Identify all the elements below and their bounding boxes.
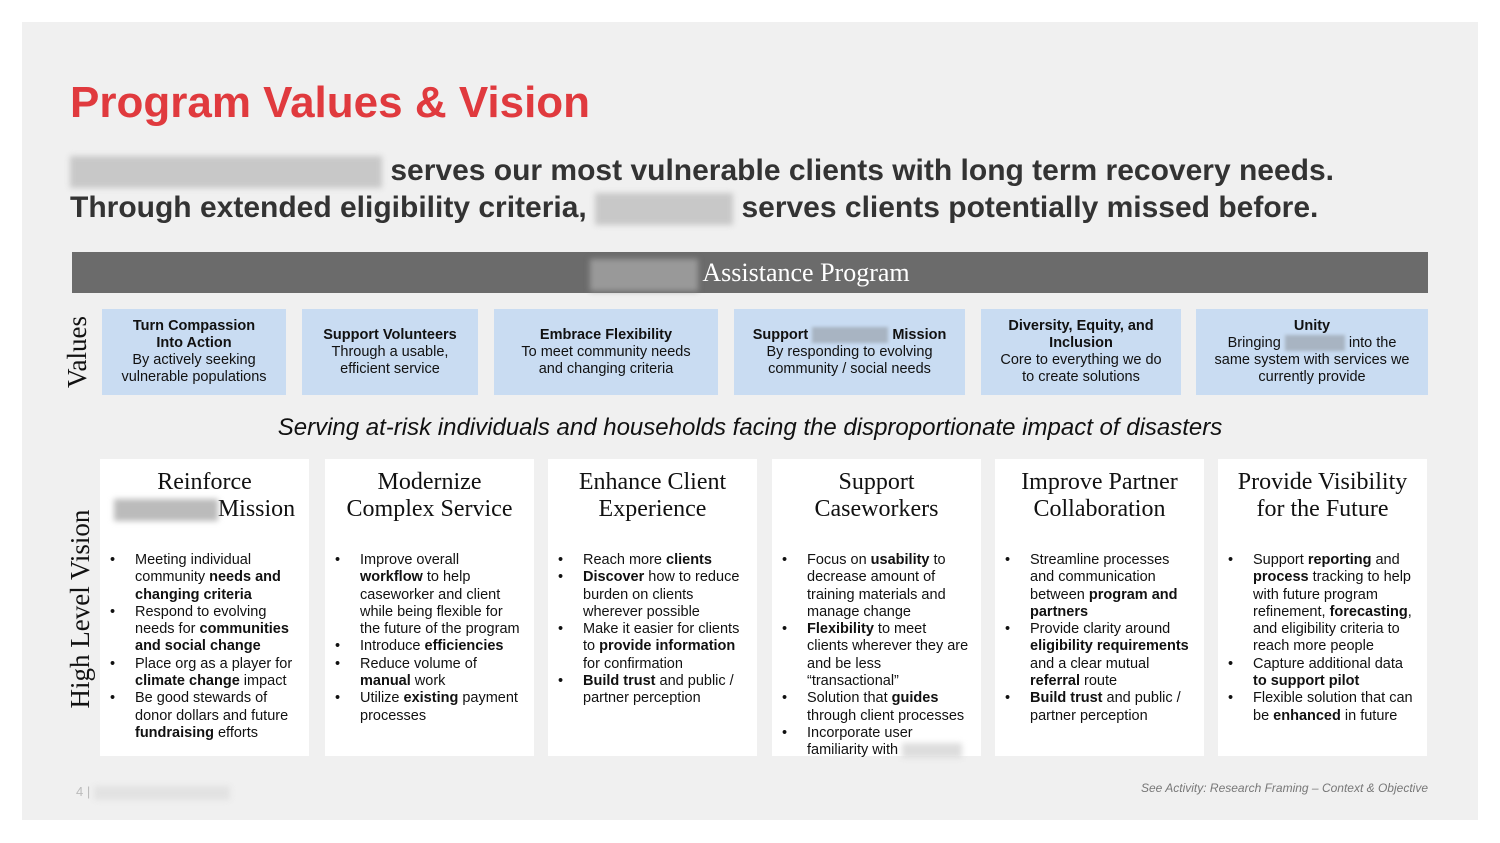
bullet-text: efforts — [213, 724, 259, 741]
value-title: Turn Compassion Into Action — [132, 318, 256, 351]
vision-label: High Level Vision — [65, 509, 95, 709]
value-title: Support Volunteers — [323, 326, 457, 343]
bullet-text: Utilize — [360, 690, 404, 707]
vision-title — [108, 469, 301, 523]
bullet-text: through client processes — [807, 707, 965, 724]
vision-bullet — [108, 604, 301, 656]
bullet-text: Build trust — [583, 673, 656, 690]
bullet-text: work — [410, 673, 446, 690]
bullet-text: Solution that — [807, 690, 892, 707]
bullet-text: enhanced — [1273, 707, 1341, 724]
vision-card — [1218, 459, 1427, 756]
vision-bullet — [333, 638, 526, 655]
bullet-text: to meet clients wherever they are and be less “transactional” — [807, 621, 969, 690]
value-desc: By actively seeking vulnerable populations — [121, 352, 267, 385]
vision-bullet — [333, 690, 526, 725]
bullet-text: Discover — [583, 569, 645, 586]
vision-bullets — [1003, 552, 1196, 725]
bullet-text: fundraising — [135, 724, 214, 741]
bullet-text: climate change — [135, 673, 240, 690]
bullet-text: Place org as a player for — [135, 655, 293, 672]
vision-bullet — [556, 569, 749, 621]
vision-bullet — [780, 725, 973, 760]
vision-title: Provide Visibility for the Future — [1237, 469, 1408, 522]
vision-bullet — [333, 552, 526, 638]
vision-card — [100, 459, 309, 756]
bullet-text: manual — [360, 673, 411, 690]
bullet-text: to support pilot — [1253, 673, 1360, 690]
bullet-text: reporting — [1307, 552, 1372, 568]
bullet-text: payment processes — [360, 690, 518, 724]
bullet-text: and public / partner perception — [583, 673, 734, 707]
bullet-text: Improve overall — [360, 552, 460, 568]
subtitle-text: Through extended eligibility criteria, — [70, 191, 587, 224]
vision-bullets — [780, 552, 973, 760]
value-title: Diversity, Equity, and Inclusion — [1008, 318, 1154, 351]
bullet-text: Introduce — [360, 638, 425, 655]
page-number-text: 4 | — [76, 784, 91, 799]
bullet-text: process — [1253, 569, 1309, 586]
vision-bullet — [556, 673, 749, 708]
value-desc: To meet community needs and changing criteria — [521, 343, 691, 377]
bullet-text: impact — [239, 673, 287, 690]
bullet-text: Build trust — [1030, 690, 1103, 707]
bullet-text: Incorporate user familiarity with — [807, 724, 913, 759]
vision-bullet — [556, 621, 749, 673]
vision-card — [325, 459, 534, 756]
footnote: See Activity: Research Framing – Context & Objective — [1140, 781, 1428, 795]
vision-bullet — [1226, 552, 1419, 656]
redacted-name — [590, 259, 698, 291]
bullet-text: Reduce volume of — [360, 655, 477, 672]
bullet-text: existing — [403, 690, 459, 707]
bullet-text: program and partners — [1030, 586, 1178, 620]
redacted-name — [595, 193, 733, 225]
redacted-name — [812, 327, 888, 343]
bullet-text: and public / partner perception — [1030, 690, 1181, 724]
bullet-text: and a clear mutual — [1030, 655, 1150, 672]
bullet-text: and — [1371, 552, 1400, 568]
bullet-text: Support — [1253, 552, 1308, 568]
program-banner — [72, 252, 1428, 293]
vision-bullet — [780, 690, 973, 725]
value-title-part: Mission — [892, 326, 947, 343]
vision-bullet — [108, 552, 301, 604]
bullet-text: communities and social change — [135, 621, 289, 655]
bullet-text: usability — [870, 552, 930, 568]
bullet-text: Meeting individual community — [135, 552, 252, 586]
tagline: Serving at-risk individuals and households facing the disproportionate impact of disasters — [277, 414, 1223, 441]
page-number — [76, 784, 230, 800]
bullet-text: for confirmation — [583, 655, 683, 672]
vision-card — [772, 459, 981, 759]
vision-bullet — [1003, 690, 1196, 725]
bullet-text: guides — [891, 690, 939, 707]
value-card — [494, 309, 718, 395]
bullet-text: efficiencies — [424, 638, 504, 655]
slide — [22, 22, 1478, 820]
value-desc — [1210, 335, 1415, 386]
bullet-text: provide information — [599, 638, 736, 655]
vision-bullet — [1003, 621, 1196, 690]
vision-bullet — [1226, 690, 1419, 725]
subtitle-text: serves clients potentially missed before. — [741, 191, 1319, 224]
value-title-part: Support — [752, 326, 809, 343]
value-card — [1196, 309, 1428, 395]
page-title: Program Values & Vision — [70, 78, 591, 127]
vision-title: Modernize Complex Service — [346, 469, 513, 522]
bullet-text: needs and changing criteria — [135, 569, 281, 603]
value-card — [981, 309, 1181, 395]
vision-bullet — [1003, 552, 1196, 621]
value-card — [734, 309, 965, 395]
bullet-text: Reach more — [583, 552, 667, 568]
bullet-text: in future — [1340, 707, 1398, 724]
vision-bullet — [333, 656, 526, 691]
bullet-text: workflow — [360, 569, 423, 586]
bullet-text: clients — [666, 552, 712, 568]
bullet-text: Respond to evolving needs for — [135, 603, 267, 638]
vision-title-part: Mission — [217, 496, 296, 522]
value-desc: By responding to evolving community / social needs — [766, 343, 933, 377]
bullet-text: to help caseworker and client while being flexible for the future of the program — [360, 569, 520, 638]
redacted-name — [94, 786, 230, 800]
bullet-text: tracking to help with future program refinement, — [1253, 569, 1411, 620]
vision-bullets — [333, 552, 526, 725]
vision-bullet — [556, 552, 749, 569]
bullet-text: Flexibility — [807, 621, 874, 638]
vision-title: Improve Partner Collaboration — [1021, 469, 1178, 522]
bullet-text: to decrease amount of training materials and manage change — [807, 552, 946, 620]
vision-bullet — [108, 656, 301, 691]
value-desc: Core to everything we do to create solutions — [1000, 352, 1162, 385]
value-card — [302, 309, 478, 395]
bullet-text: forecasting — [1329, 603, 1408, 620]
bullet-text: Streamline processes and communication between — [1030, 552, 1170, 603]
vision-title: Enhance Client Experience — [578, 469, 727, 522]
value-title: Unity — [1293, 318, 1331, 334]
vision-title: Support Caseworkers — [814, 469, 939, 522]
bullet-text: , and eligibility criteria to reach more people — [1253, 603, 1412, 655]
value-card — [102, 309, 286, 395]
vision-bullet — [108, 690, 301, 742]
vision-bullet — [780, 552, 973, 621]
redacted-name — [114, 499, 218, 521]
value-desc-part: into the same system with services we currently provide — [1214, 335, 1410, 385]
vision-card — [548, 459, 757, 756]
vision-bullets — [1226, 552, 1419, 725]
vision-bullet — [780, 621, 973, 690]
subtitle-line-1 — [70, 154, 1334, 188]
bullet-text: referral — [1030, 673, 1080, 690]
bullet-text: eligibility requirements — [1030, 638, 1189, 655]
banner-title: Assistance Program — [702, 258, 910, 287]
value-desc: Through a usable, efficient service — [331, 343, 449, 377]
bullet-text: Make it easier for clients to — [583, 621, 740, 655]
bullet-text: Flexible solution that can be — [1253, 690, 1413, 724]
bullet-text: route — [1079, 673, 1118, 690]
vision-bullet — [1226, 656, 1419, 691]
bullet-text: Provide clarity around — [1030, 621, 1171, 638]
values-label: Values — [62, 316, 92, 388]
vision-bullets — [556, 552, 749, 708]
value-title — [753, 327, 947, 344]
value-desc-part: Bringing — [1227, 335, 1281, 351]
bullet-text: how to reduce burden on clients wherever possible — [583, 569, 740, 620]
vision-card — [995, 459, 1204, 756]
redacted-name — [70, 156, 382, 188]
redacted-name — [1285, 335, 1345, 351]
subtitle-text: serves our most vulnerable clients with long term recovery needs. — [390, 154, 1335, 187]
vision-title-part: Reinforce — [157, 469, 252, 495]
value-title: Embrace Flexibility — [539, 326, 673, 343]
subtitle-line-2 — [70, 191, 1318, 225]
bullet-text: Capture additional data — [1253, 655, 1403, 672]
bullet-text: Be good stewards of donor dollars and future — [135, 690, 289, 724]
redacted-name — [902, 743, 962, 758]
bullet-text: Focus on — [807, 552, 871, 568]
vision-bullets — [108, 552, 301, 742]
